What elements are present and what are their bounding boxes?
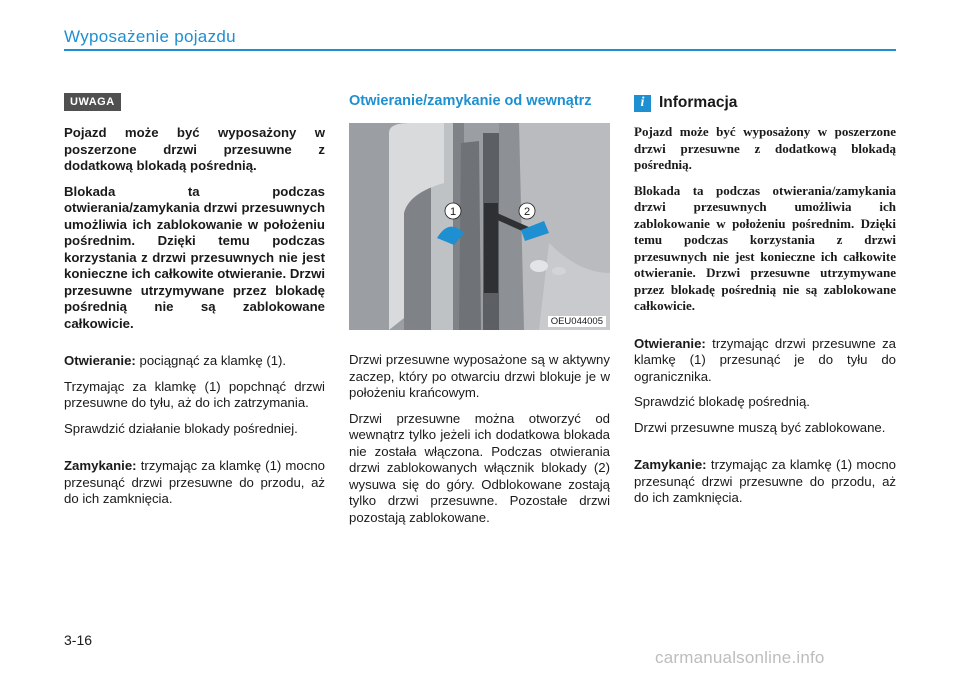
warning-badge: UWAGA: [64, 92, 325, 111]
info-closing-label: Zamykanie:: [634, 457, 707, 472]
info-closing-text: trzymając za klamkę (1) mocno przesunąć drzwi przesuwne do przodu, aż do ich zamknięcia.: [634, 457, 896, 505]
section-header: Wyposażenie pojazdu: [64, 27, 236, 46]
information-title: Informacja: [659, 94, 738, 111]
page-number: 3-16: [64, 632, 93, 648]
info-check-paragraph: Sprawdzić blokadę pośrednią.: [634, 394, 810, 409]
push-paragraph: Trzymając za klamkę (1) popchnąć drzwi przesuwne do tyłu, aż do ich zatrzymania.: [64, 378, 325, 410]
watermark: carmanualsonline.info: [655, 648, 825, 667]
info-locked-paragraph: Drzwi przesuwne muszą być zablokowane.: [634, 419, 886, 435]
info-closing-paragraph: [634, 457, 896, 507]
warning-column: [64, 92, 325, 517]
figure-code: OEU044005: [548, 316, 606, 327]
check-paragraph: Sprawdzić działanie blokady pośredniej.: [64, 420, 298, 436]
info-paragraph-2: Blokada ta podczas otwierania/zamykania drzwi przesuwnych umożliwia ich zablokowanie w położeniu pośrednim. Dzięki temu podczas korzystania z drzwi przesuwnych nie jest konieczne ich całkowite otwieranie. Drzwi przesuwne utrzymywane przez blokadę pośrednią nie są zablokowane całkowicie.: [634, 182, 896, 313]
inside-opening-paragraph: Drzwi przesuwne można otworzyć od wewnątrz tylko jeżeli ich dodatkowa blokada nie została włączona. Podczas otwierania drzwi zablokowanych włącznik blokady (2) wysuwa się do góry. Odblokowane zostają tylko drzwi przesuwne. Pozostałe drzwi pozostają zablokowane.: [349, 410, 610, 525]
callout-1: 1: [449, 206, 457, 218]
info-paragraph-1: Pojazd może być wyposażony w poszerzone drzwi przesuwne z dodatkową blokadą pośrednią.: [634, 124, 896, 172]
active-catch-paragraph: Drzwi przesuwne wyposażone są w aktywny zaczep, który po otwarciu drzwi blokuje je w położeniu krańcowym.: [349, 352, 610, 400]
information-column: [634, 92, 896, 516]
info-opening-text: trzymając drzwi przesuwne za klamkę (1) przesunąć je do tyłu do ogranicznika.: [634, 335, 897, 384]
section-title: Otwieranie/zamykanie od wewnątrz: [349, 93, 592, 109]
info-opening-label: Otwieranie:: [634, 335, 706, 351]
opening-paragraph: [64, 353, 325, 370]
info-opening-paragraph: [634, 336, 896, 386]
info-icon: i: [634, 95, 651, 112]
closing-text: trzymając za klamkę (1) mocno przesunąć drzwi przesuwne do przodu, aż do ich zamknięcia.: [64, 458, 325, 506]
door-handle-illustration: [349, 123, 610, 330]
information-header: [634, 94, 896, 112]
header-rule: [64, 49, 896, 51]
warning-paragraph-1: Pojazd może być wyposażony w poszerzone drzwi przesuwne z dodatkową blokadą pośrednią.: [64, 125, 325, 173]
closing-paragraph: [64, 458, 325, 508]
door-handle-figure: [349, 123, 610, 330]
closing-label: Zamykanie:: [64, 458, 137, 473]
inside-operation-column: [349, 92, 610, 535]
warning-paragraph-2: Blokada ta podczas otwierania/zamykania drzwi przesuwnych umożliwia ich zablokowanie w położeniu pośrednim. Dzięki temu podczas korzystania z drzwi przesuwnych nie jest konieczne ich całkowite otwieranie. Drzwi przesuwne utrzymywane przez blokadę pośrednią nie są zablokowane całkowicie.: [64, 183, 325, 331]
callout-2: 2: [523, 206, 531, 218]
opening-label: Otwieranie:: [64, 353, 136, 368]
opening-text: pociągnąć za klamkę (1).: [139, 353, 287, 368]
